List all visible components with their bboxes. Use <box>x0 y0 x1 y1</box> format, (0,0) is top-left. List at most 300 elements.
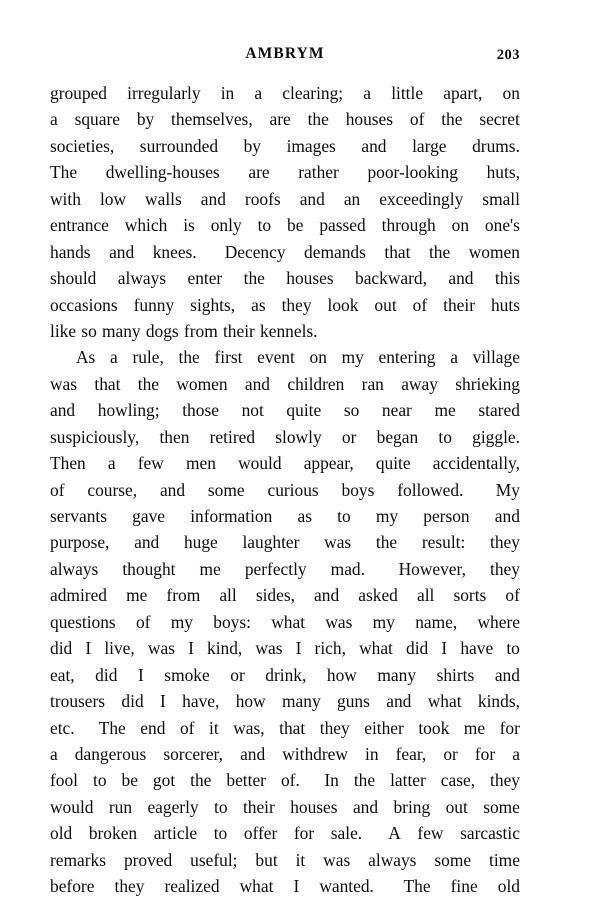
text-line <box>50 424 520 450</box>
word: kind, <box>207 638 243 659</box>
text-line <box>50 503 520 529</box>
word: a <box>254 83 263 103</box>
word: sale. <box>330 823 363 844</box>
word: proved <box>123 849 173 870</box>
word: some <box>207 479 245 500</box>
word: sorcerer, <box>163 743 223 764</box>
word: and <box>314 585 340 606</box>
word: they <box>319 717 350 738</box>
text-line <box>50 873 520 899</box>
word: to <box>213 823 228 844</box>
word: children <box>287 373 345 394</box>
word: first <box>214 347 243 368</box>
word: was <box>323 849 351 870</box>
word: their <box>222 320 255 341</box>
word: began <box>376 426 419 447</box>
word: a <box>110 347 118 368</box>
word: a <box>363 83 372 103</box>
word: images <box>286 135 336 156</box>
text-line <box>50 80 520 106</box>
word: away <box>401 373 438 394</box>
word: passed <box>319 215 366 236</box>
text-line <box>50 106 520 132</box>
paragraph <box>50 80 520 344</box>
word: would <box>50 796 94 817</box>
word: laughter <box>242 532 300 553</box>
word: was <box>50 373 78 394</box>
word: little <box>391 83 424 103</box>
word: suspiciously, <box>50 426 140 447</box>
word: and <box>50 400 76 421</box>
word: did <box>406 638 429 659</box>
word: accidentally, <box>432 453 520 474</box>
word: of <box>505 585 520 606</box>
word: asked <box>358 585 398 606</box>
word: the <box>137 373 160 394</box>
word: out <box>374 294 397 315</box>
word: did <box>121 691 144 712</box>
word: occasions <box>50 294 118 315</box>
word: on <box>502 83 520 103</box>
word: A <box>388 823 401 844</box>
word: so <box>343 400 360 421</box>
word: societies, <box>50 135 115 156</box>
text-line <box>50 265 520 291</box>
word: grouped <box>50 83 107 103</box>
text-line <box>50 767 520 793</box>
word: old <box>497 876 520 897</box>
text-line <box>50 159 520 185</box>
word: information <box>190 506 273 526</box>
word: on <box>309 347 327 368</box>
word: my <box>341 347 364 368</box>
word: as <box>251 294 266 315</box>
word: I <box>160 691 166 712</box>
word: I <box>441 638 448 659</box>
word: broken <box>88 823 138 844</box>
word: houses <box>345 109 394 130</box>
word: a <box>512 743 520 764</box>
word: or <box>230 664 245 685</box>
word: it <box>295 849 306 870</box>
word: I <box>293 876 300 897</box>
word: and <box>200 188 226 209</box>
word: end <box>140 717 166 738</box>
word: always <box>50 558 99 579</box>
word: what <box>271 611 306 632</box>
word: would <box>238 453 282 474</box>
word: where <box>477 611 520 632</box>
word: low <box>99 188 127 209</box>
word: should <box>50 268 97 289</box>
word: me <box>199 558 221 579</box>
word: event <box>257 347 295 368</box>
text-line <box>50 344 520 370</box>
word: The <box>98 717 126 738</box>
word: dwelling-houses <box>105 162 220 183</box>
word: sorts <box>453 585 487 606</box>
word: offer <box>243 823 278 844</box>
word: they <box>490 532 520 553</box>
word: with <box>50 188 81 209</box>
word: this <box>494 268 520 289</box>
word: mad. <box>330 558 365 579</box>
word: shrieking <box>455 373 520 394</box>
word: what <box>427 691 462 712</box>
word: that <box>94 373 121 394</box>
word: of <box>179 717 195 738</box>
text-line <box>50 582 520 608</box>
word: followed. <box>397 479 464 500</box>
word: drink, <box>265 664 307 685</box>
word: secret <box>479 109 520 130</box>
word: gave <box>132 506 166 526</box>
word: not <box>241 400 264 421</box>
text-line <box>50 741 520 767</box>
word: men <box>185 453 216 474</box>
word: have, <box>182 691 220 712</box>
word: by <box>136 109 155 130</box>
word: houses <box>286 268 334 289</box>
word: quite <box>375 453 411 474</box>
word: from <box>183 320 218 341</box>
word: from <box>166 585 201 606</box>
word: that <box>279 717 306 738</box>
word: Decency <box>224 241 286 262</box>
word: The <box>50 162 78 183</box>
word: guns <box>337 691 370 712</box>
word: huts <box>490 294 520 315</box>
text-line <box>50 292 520 318</box>
word: before <box>50 876 95 897</box>
word: I <box>295 638 302 659</box>
word: remarks <box>50 849 107 870</box>
word: my <box>375 506 399 526</box>
word: rich, <box>314 638 346 659</box>
word: hands <box>50 241 91 262</box>
text-line <box>50 477 520 503</box>
word: a <box>50 109 58 130</box>
word: fine <box>450 876 478 897</box>
word: entrance <box>50 215 109 236</box>
word: all <box>219 585 237 606</box>
word: bring <box>393 796 431 817</box>
word: etc. <box>50 717 75 738</box>
word: how <box>235 691 266 712</box>
word: servants <box>50 506 107 526</box>
word: fool <box>50 770 79 791</box>
word: and <box>159 479 186 500</box>
word: of <box>50 479 65 500</box>
word: kinds, <box>477 691 520 712</box>
word: many <box>377 664 417 685</box>
word: the <box>178 347 200 368</box>
text-line <box>50 239 520 265</box>
word: time <box>489 849 520 870</box>
word: drums. <box>472 135 520 156</box>
word: fear, <box>395 743 427 764</box>
word: and <box>494 506 520 526</box>
word: my <box>372 611 395 632</box>
word: The <box>403 876 431 897</box>
word: village <box>472 347 520 368</box>
word: wanted. <box>319 876 374 897</box>
word: it <box>208 717 219 738</box>
word: be <box>121 770 138 791</box>
word: poor-looking <box>367 162 458 183</box>
word: quite <box>286 400 322 421</box>
word: My <box>495 479 520 500</box>
text-line <box>50 186 520 212</box>
text-line <box>50 715 520 741</box>
word: the <box>375 532 398 553</box>
word: and <box>352 796 379 817</box>
text-line <box>50 847 520 873</box>
word: is <box>183 215 195 236</box>
text-line <box>50 133 520 159</box>
word: was <box>325 611 353 632</box>
word: was <box>255 638 283 659</box>
word: and <box>494 664 520 685</box>
word: I <box>137 664 144 685</box>
text-line <box>50 794 520 820</box>
word: irregularly <box>127 83 201 103</box>
word: look <box>327 294 359 315</box>
word: to <box>93 770 107 791</box>
word: person <box>423 506 470 526</box>
text-line <box>50 820 520 846</box>
word: run <box>108 796 133 817</box>
word: sarcastic <box>460 823 520 844</box>
word: As <box>76 347 96 368</box>
word: many <box>282 691 321 712</box>
paragraph <box>50 344 520 899</box>
word: or <box>443 743 458 764</box>
word: a <box>450 347 458 368</box>
word: knees. <box>152 241 197 262</box>
word: an <box>343 188 361 209</box>
word: did <box>95 664 118 685</box>
word: I <box>188 638 194 659</box>
word: did <box>50 638 73 659</box>
word: dogs <box>145 320 179 341</box>
word: women <box>176 373 228 394</box>
text-line <box>50 371 520 397</box>
word: my <box>170 611 193 632</box>
word: course, <box>87 479 138 500</box>
word: realized <box>164 876 220 897</box>
word: a <box>50 743 58 764</box>
word: huge <box>183 532 218 553</box>
word: few <box>417 823 444 844</box>
word: live, <box>104 638 135 659</box>
word: their <box>242 796 275 817</box>
word: a <box>107 453 116 474</box>
body-text-block <box>50 80 520 900</box>
word: latter <box>390 770 426 791</box>
word: be <box>287 215 304 236</box>
word: what <box>359 638 393 659</box>
word: their <box>443 294 475 315</box>
word: of <box>135 611 151 632</box>
page-number: 203 <box>496 47 520 63</box>
word: shirts <box>436 664 475 685</box>
word: that <box>384 241 411 262</box>
word: women <box>468 241 520 262</box>
word: by <box>243 135 261 156</box>
word: case, <box>440 770 476 791</box>
word: of <box>409 109 425 130</box>
word: one's <box>484 215 520 236</box>
word: took <box>418 717 450 738</box>
text-line <box>50 688 520 714</box>
word: name, <box>415 611 458 632</box>
word: and <box>361 135 387 156</box>
word: only <box>210 215 242 236</box>
word: stared <box>478 400 520 421</box>
word: was <box>147 638 175 659</box>
word: perfectly <box>244 558 307 579</box>
word: large <box>412 135 447 156</box>
word: boys: <box>213 611 251 632</box>
word: thought <box>122 558 176 579</box>
word: they <box>490 770 520 791</box>
word: as <box>297 506 312 526</box>
word: small <box>482 188 520 209</box>
word: useful; <box>190 849 238 870</box>
word: huts, <box>486 162 520 183</box>
word: surrounded <box>139 135 219 156</box>
word: out <box>445 796 468 817</box>
word: rather <box>298 162 339 183</box>
word: demands <box>304 241 366 262</box>
word: backward, <box>355 268 427 289</box>
text-line <box>50 212 520 238</box>
word: always <box>368 849 417 870</box>
word: themselves, <box>171 109 253 130</box>
running-head-title: AMBRYM <box>245 45 325 62</box>
text-line <box>50 318 520 344</box>
text-line <box>50 529 520 555</box>
word: the <box>243 268 265 289</box>
word: on <box>451 215 470 236</box>
word: the <box>428 241 451 262</box>
word: smoke <box>164 664 210 685</box>
word: walls <box>145 188 182 209</box>
word: of <box>412 294 428 315</box>
word: and <box>244 373 271 394</box>
word: and <box>299 188 325 209</box>
word: are <box>248 162 270 183</box>
word: the <box>353 770 376 791</box>
word: through <box>381 215 436 236</box>
word: exceedingly <box>379 188 464 209</box>
word: enter <box>187 268 223 289</box>
word: article <box>153 823 198 844</box>
word: in <box>365 743 379 764</box>
word: to <box>214 796 228 817</box>
word: purpose, <box>50 532 110 553</box>
running-head <box>50 45 520 69</box>
word: few <box>137 453 164 474</box>
word: and <box>448 268 474 289</box>
word: trousers <box>50 691 106 712</box>
word: was, <box>233 717 265 738</box>
word: admired <box>50 585 107 606</box>
word: but <box>255 849 278 870</box>
word: so <box>81 320 97 341</box>
word: In <box>324 770 339 791</box>
word: was <box>324 532 352 553</box>
word: funny <box>133 294 175 315</box>
word: or <box>341 426 357 447</box>
word: for <box>474 743 496 764</box>
word: which <box>124 215 168 236</box>
word: to <box>438 426 452 447</box>
word: I <box>85 638 92 659</box>
word: then <box>159 426 190 447</box>
word: in <box>220 83 235 103</box>
word: ran <box>361 373 384 394</box>
word: Then <box>50 453 86 474</box>
word: clearing; <box>282 83 344 103</box>
word: many <box>101 320 141 341</box>
word: of. <box>280 770 300 791</box>
word: always <box>117 268 167 289</box>
text-line <box>50 397 520 423</box>
word: curious <box>267 479 319 500</box>
word: either <box>364 717 404 738</box>
word: kennels. <box>260 320 318 341</box>
word: me <box>126 585 148 606</box>
text-line <box>50 609 520 635</box>
word: giggle. <box>472 426 520 447</box>
word: they <box>114 876 145 897</box>
word: better <box>226 770 266 791</box>
word: apart, <box>443 83 483 103</box>
word: are <box>269 109 291 130</box>
word: the <box>441 109 463 130</box>
word: square <box>74 109 120 130</box>
word: retired <box>209 426 256 447</box>
word: the <box>307 109 329 130</box>
word: entering <box>378 347 436 368</box>
word: appear, <box>303 453 354 474</box>
word: some <box>483 796 520 817</box>
word: for <box>293 823 315 844</box>
text-line <box>50 556 520 582</box>
word: howling; <box>97 400 160 421</box>
word: they <box>281 294 312 315</box>
word: have <box>460 638 494 659</box>
word: to <box>257 215 272 236</box>
word: withdrew <box>282 743 348 764</box>
word: eat, <box>50 664 75 685</box>
word: and <box>240 743 266 764</box>
word: to <box>337 506 351 526</box>
word: boys <box>341 479 375 500</box>
text-line <box>50 450 520 476</box>
word: and <box>386 691 412 712</box>
word: and <box>109 241 135 262</box>
word: However, <box>398 558 466 579</box>
word: how <box>326 664 357 685</box>
word: sides, <box>255 585 295 606</box>
word: got <box>152 770 176 791</box>
word: to <box>506 638 520 659</box>
word: me <box>463 717 486 738</box>
text-line <box>50 662 520 688</box>
